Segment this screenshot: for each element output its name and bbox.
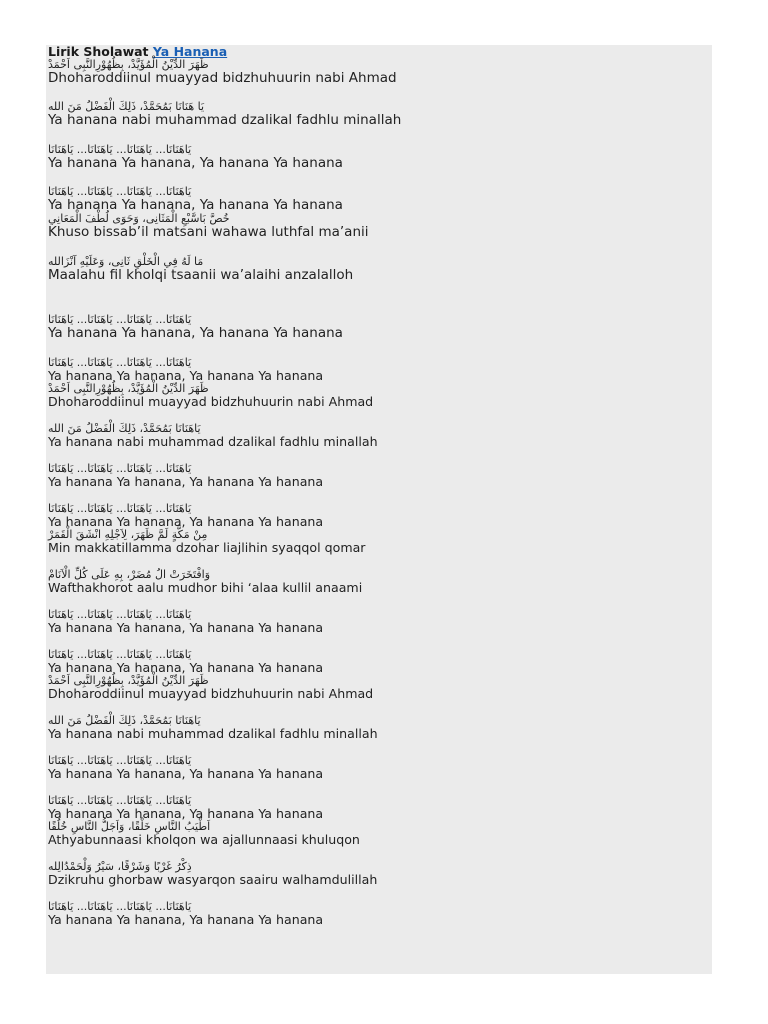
lyric-block (48, 357, 712, 383)
latin-line: Min makkatillamma dzohar liajlihin syaqqol qomar (48, 540, 366, 555)
latin-line: Ya hanana nabi muhammad dzalikal fadhlu minallah (48, 112, 402, 128)
latin-line: Ya hanana Ya hanana, Ya hanana Ya hanana (48, 197, 343, 213)
latin-line: Ya hanana nabi muhammad dzalikal fadhlu minallah (48, 726, 378, 741)
arabic-line: يَاهَنَانَا... يَاهَنَانَا... يَاهَنَانَا... يَاهَنَانَا (48, 313, 192, 326)
lyric-block (48, 383, 712, 409)
latin-line: Ya hanana Ya hanana, Ya hanana Ya hanana (48, 620, 324, 635)
latin-line: Ya hanana Ya hanana, Ya hanana Ya hanana (48, 912, 324, 927)
lyric-block (48, 715, 712, 741)
lyric-block (48, 901, 712, 927)
arabic-line: اَطْيَبُ النَّاسِ خَلْقًا، وَاَجَلُّ النَّاسِ خُلُقًا (48, 820, 211, 833)
lyric-block (48, 256, 712, 283)
latin-line: Athyabunnaasi kholqon wa ajallunnaasi khuluqon (48, 832, 360, 847)
document-page (46, 45, 712, 974)
arabic-line: ظَهَرَ الدِّيْنُ الْمُؤَيَّدْ، بِظُهُوْرِالنَّبِى اَحْمَدْ (48, 382, 209, 395)
arabic-line: يَاهَنَانَا... يَاهَنَانَا... يَاهَنَانَا... يَاهَنَانَا (48, 356, 192, 369)
arabic-line: يَاهَنَانَا... يَاهَنَانَا... يَاهَنَانَا... يَاهَنَانَا (48, 502, 192, 515)
lyric-block (48, 649, 712, 675)
arabic-line: مِنْ مَكَّةٍ لَمَّ ظَهَرَ، لِاَجْلِهِ انْشَقَ الْقَمَرْ (48, 528, 208, 541)
lyric-block (48, 755, 712, 781)
lyric-block (48, 463, 712, 489)
latin-line: Ya hanana Ya hanana, Ya hanana Ya hanana (48, 766, 324, 781)
lyric-block (48, 186, 712, 213)
latin-line: Maalahu fil kholqi tsaanii wa’alaihi anzalalloh (48, 267, 354, 283)
lyric-block (48, 101, 712, 128)
arabic-line: يَاهَنَانَا... يَاهَنَانَا... يَاهَنَانَا... يَاهَنَانَا (48, 648, 192, 661)
lyric-block (48, 609, 712, 635)
title-link[interactable]: Ya Hanana (152, 45, 228, 59)
arabic-line: يَاهَنَانَا... يَاهَنَانَا... يَاهَنَانَا... يَاهَنَانَا (48, 608, 192, 621)
latin-line: Ya hanana nabi muhammad dzalikal fadhlu minallah (48, 434, 378, 449)
title-prefix: Lirik Sholawat (48, 45, 153, 59)
latin-line: Dhoharoddiinul muayyad bidzhuhuurin nabi Ahmad (48, 686, 374, 701)
latin-line: Ya hanana Ya hanana, Ya hanana Ya hanana (48, 155, 343, 171)
arabic-line: يَاهَنَانَا... يَاهَنَانَا... يَاهَنَانَا... يَاهَنَانَا (48, 185, 192, 198)
latin-line: Ya hanana Ya hanana, Ya hanana Ya hanana (48, 660, 324, 675)
arabic-line: ظَهَرَ الدِّيْنُ الْمُؤَيَّدْ، بِظُهُوْرِالنَّبِى اَحْمَدْ (48, 674, 209, 687)
lyric-block (48, 59, 712, 86)
latin-line: Wafthakhorot aalu mudhor bihi ‘alaa kullil anaami (48, 580, 363, 595)
arabic-line: يَاهَنَانَا... يَاهَنَانَا... يَاهَنَانَا... يَاهَنَانَا (48, 794, 192, 807)
latin-line: Ya hanana Ya hanana, Ya hanana Ya hanana (48, 325, 343, 341)
arabic-line: يَاهَنَانَا... يَاهَنَانَا... يَاهَنَانَا... يَاهَنَانَا (48, 754, 192, 767)
lyric-block (48, 821, 712, 847)
arabic-line: يَاهَنَانَا بَمُحَمَّدْ، ذَلِكَ الْفَضْلُ مَنَ الله (48, 422, 201, 435)
lyrics-body (48, 59, 712, 927)
arabic-line: يَاهَنَانَا... يَاهَنَانَا... يَاهَنَانَا... يَاهَنَانَا (48, 462, 192, 475)
lyric-block (48, 861, 712, 887)
lyric-block (48, 314, 712, 341)
arabic-line: يَاهَنَانَا... يَاهَنَانَا... يَاهَنَانَا... يَاهَنَانَا (48, 143, 192, 156)
lyric-block (48, 423, 712, 449)
latin-line: Dhoharoddiinul muayyad bidzhuhuurin nabi Ahmad (48, 394, 374, 409)
arabic-line: ظَهَرَ الدِّيْنُ الْمُؤَيَّدْ، بِظُهُوْرِالنَّبِى اَحْمَدْ (48, 58, 209, 71)
arabic-line: مَا لَهُ فِي الْخَلْقِ ثَانِى، وَعَلَيْهِ آنْزَالله (48, 255, 204, 268)
lyric-block (48, 213, 712, 240)
lyric-block (48, 795, 712, 821)
latin-line: Dzikruhu ghorbaw wasyarqon saairu walhamdulillah (48, 872, 378, 887)
latin-line: Ya hanana Ya hanana, Ya hanana Ya hanana (48, 368, 324, 383)
arabic-line: خُصَّ بَاسَّبْعِ الْمَثَانِى، وَحَوَى لُطْفَ الْمَعَانِي (48, 212, 230, 225)
latin-line: Ya hanana Ya hanana, Ya hanana Ya hanana (48, 806, 324, 821)
arabic-line: وَافْتَخَرَتْ الُ مُضَرْ، بِهِ عَلَى كُلِّ الْاَنَامْ (48, 568, 211, 581)
arabic-line: يَاهَنَانَا بَمُحَمَّدْ، ذَلِكَ الْفَضْلُ مَنَ الله (48, 714, 201, 727)
page-title (48, 45, 712, 59)
latin-line: Ya hanana Ya hanana, Ya hanana Ya hanana (48, 474, 324, 489)
lyric-block (48, 569, 712, 595)
arabic-line: يَاهَنَانَا... يَاهَنَانَا... يَاهَنَانَا... يَاهَنَانَا (48, 900, 192, 913)
lyric-block (48, 503, 712, 529)
lyric-block (48, 529, 712, 555)
latin-line: Dhoharoddiinul muayyad bidzhuhuurin nabi Ahmad (48, 70, 397, 86)
arabic-line: يَا هَنَانَا بَمُحَمَّدْ، ذَلِكَ الْفَضْلُ مَنَ الله (48, 100, 205, 113)
arabic-line: ذِكْرُ غَرْبًا وَشَرْقًا، سَيْرُ وَلْحَمْدُالِله (48, 860, 192, 873)
lyric-block (48, 675, 712, 701)
lyric-block (48, 144, 712, 171)
latin-line: Ya hanana Ya hanana, Ya hanana Ya hanana (48, 514, 324, 529)
latin-line: Khuso bissab’il matsani wahawa luthfal ma’anii (48, 224, 369, 240)
